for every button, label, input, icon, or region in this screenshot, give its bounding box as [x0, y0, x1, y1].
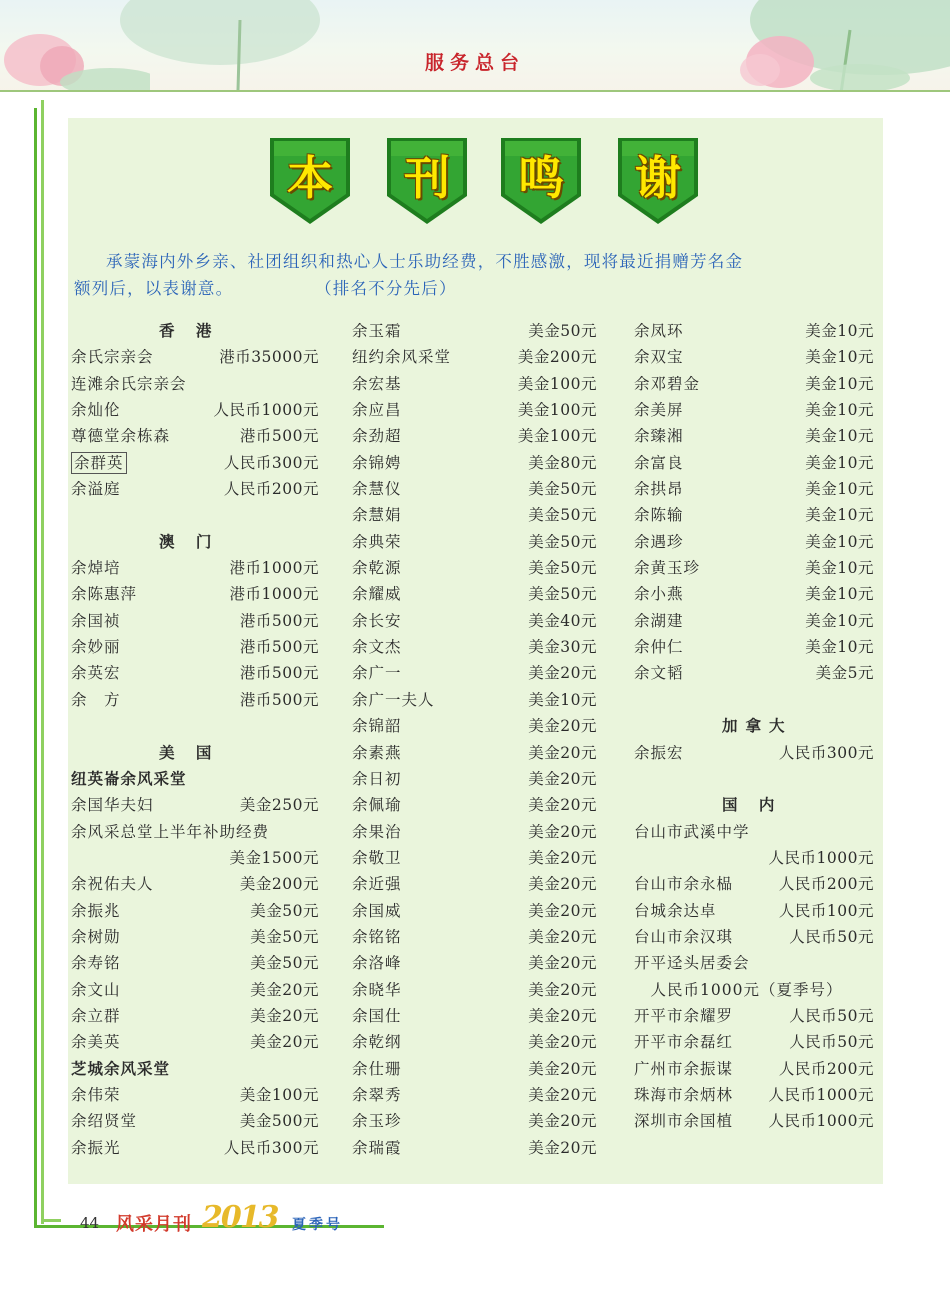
donation-amount: 人民币200元: [778, 875, 874, 894]
donor-name: 余玉霜: [352, 322, 402, 340]
donor-entry: [352, 581, 597, 607]
donor-entry: [71, 555, 319, 581]
donation-amount: 人民币200元: [778, 1059, 874, 1078]
donor-entry: [71, 871, 319, 897]
donor-entry: [634, 450, 874, 476]
donor-entry: [352, 660, 597, 686]
donation-amount: 美金50元: [250, 901, 319, 920]
donor-name: 纽约余风采堂: [352, 348, 452, 367]
donation-amount: 美金10元: [805, 532, 874, 551]
donor-entry: [634, 423, 874, 449]
donation-amount: 美金10元: [805, 322, 874, 340]
donor-name: 开平市余磊红: [634, 1033, 734, 1052]
donor-entry: [71, 660, 319, 686]
donor-entry: [352, 950, 597, 976]
frame-line: [41, 1219, 61, 1222]
donor-name: 余国威: [352, 901, 402, 920]
donor-entry: [71, 950, 319, 976]
donor-name: 余慧娟: [352, 506, 402, 525]
donor-name: 余佩瑜: [352, 796, 402, 815]
donor-name: 余国祯: [71, 611, 121, 630]
donor-name: 开平迳头居委会: [634, 954, 750, 973]
donor-entry: [71, 397, 319, 423]
region-heading: [634, 792, 874, 818]
donation-amount: 美金80元: [528, 453, 597, 472]
donor-entry: [352, 476, 597, 502]
donation-amount: 美金20元: [528, 664, 597, 683]
donation-amount: 美金50元: [528, 322, 597, 340]
region-heading: [71, 740, 319, 766]
donation-amount: 人民币1000元: [768, 848, 874, 867]
donation-amount: 美金20元: [528, 954, 597, 973]
donation-amount: 美金50元: [528, 559, 597, 578]
title-shield: [266, 136, 354, 226]
donation-amount: 美金50元: [250, 954, 319, 973]
donation-amount: 美金50元: [528, 506, 597, 525]
donor-name: 珠海市余炳林: [634, 1085, 734, 1104]
donor-entry: [71, 634, 319, 660]
intro-line: 承蒙海内外乡亲、社团组织和热心人士乐助经费，不胜感激，现将最近捐赠芳名金: [106, 252, 744, 271]
donor-name: 余氏宗亲会: [71, 348, 154, 367]
donor-entry: [352, 792, 597, 818]
donor-entry: [634, 898, 874, 924]
section-title: 服务总台: [424, 52, 525, 74]
donor-name: 余邓碧金: [634, 374, 701, 393]
donation-amount: 美金20元: [528, 1006, 597, 1025]
donation-amount: 人民币100元: [778, 901, 874, 920]
donor-entry: [634, 344, 874, 370]
donation-amount: 美金20元: [528, 927, 597, 946]
donor-name: 余陈惠萍: [71, 585, 138, 604]
donor-name: 人民币1000元（夏季号）: [634, 980, 843, 999]
donation-amount: 人民币300元: [223, 1138, 319, 1157]
donor-name: 余铭铭: [352, 927, 402, 946]
donor-entry: [352, 687, 597, 713]
donor-name: 连滩余氏宗亲会: [71, 374, 187, 393]
donation-amount: 美金1500元: [229, 848, 319, 867]
donor-name: 开平市余耀罗: [634, 1006, 734, 1025]
donation-amount: 港币1000元: [229, 559, 319, 578]
donor-entry: [634, 555, 874, 581]
donor-name: 余广一夫人: [352, 690, 435, 709]
spacer: [634, 687, 874, 713]
donation-amount: 美金100元: [517, 401, 597, 420]
donation-amount: 美金20元: [528, 1059, 597, 1078]
title-char: 刊: [404, 151, 450, 205]
donation-amount: 美金50元: [250, 927, 319, 946]
donor-entry: [352, 871, 597, 897]
intro-text: [74, 248, 884, 302]
donation-amount: 港币500元: [239, 611, 319, 630]
donation-amount: 美金10元: [805, 480, 874, 499]
donor-column-2: [352, 318, 597, 1161]
intro-line: [74, 275, 884, 302]
donor-name: 余劲超: [352, 427, 402, 446]
donation-amount: 人民币50元: [789, 927, 874, 946]
ranking-note: （排名不分先后）: [323, 279, 457, 298]
donor-name: 纽英崙余风采堂: [71, 769, 187, 788]
donation-amount: 港币35000元: [219, 348, 319, 367]
donor-entry: [352, 423, 597, 449]
donation-amount: 港币500元: [239, 427, 319, 446]
donation-amount: 美金10元: [805, 559, 874, 578]
donor-entry: [352, 555, 597, 581]
donor-name: 余仕珊: [352, 1059, 402, 1078]
donor-entry: [352, 397, 597, 423]
donor-name: 余美英: [71, 1033, 121, 1052]
donor-name: 余英宏: [71, 664, 121, 683]
donor-name: 余振宏: [634, 743, 684, 762]
donor-column-1: [71, 318, 319, 1161]
donor-name: 余双宝: [634, 348, 684, 367]
issue-year: 2013: [202, 1200, 278, 1235]
donation-amount: 港币500元: [239, 638, 319, 657]
donor-entry: [634, 819, 874, 845]
donor-name: 余瑞霞: [352, 1138, 402, 1157]
donation-amount: 美金5元: [815, 664, 874, 683]
donor-entry: [71, 450, 319, 476]
donor-name: 余小燕: [634, 585, 684, 604]
lotus-leaf-decoration: [120, 0, 320, 90]
donor-name: 芝城余风采堂: [71, 1059, 171, 1078]
donation-amount: 美金10元: [805, 638, 874, 657]
donation-amount: 美金40元: [528, 611, 597, 630]
title-shield: [383, 136, 471, 226]
donor-entry: [71, 423, 319, 449]
donation-amount: 美金10元: [805, 374, 874, 393]
donation-amount: 人民币200元: [223, 480, 319, 499]
donor-name: 余振兆: [71, 901, 121, 920]
donor-entry: [352, 766, 597, 792]
donation-amount: 美金10元: [805, 427, 874, 446]
issue-season: 夏季号: [292, 1217, 343, 1233]
donor-name: 余妙丽: [71, 638, 121, 657]
donation-amount: 美金250元: [239, 796, 319, 815]
donor-name: 余晓华: [352, 980, 402, 999]
donor-name: 香 港: [159, 322, 220, 340]
donation-amount: 人民币300元: [223, 453, 319, 472]
donor-entry: [634, 1108, 874, 1134]
donation-amount: 美金20元: [528, 1085, 597, 1104]
donor-name: 余文韬: [634, 664, 684, 683]
donor-entry: [352, 1135, 597, 1161]
donation-amount: 美金20元: [250, 1033, 319, 1052]
donor-entry: [634, 634, 874, 660]
donor-entry: [634, 977, 874, 1003]
donor-name: 尊德堂余栋森: [71, 427, 171, 446]
donor-entry: [71, 1135, 319, 1161]
donation-amount: 美金10元: [805, 401, 874, 420]
donor-name: 余宏基: [352, 374, 402, 393]
donor-name: 深圳市余国植: [634, 1112, 734, 1131]
donation-amount: 人民币1000元: [768, 1112, 874, 1131]
region-heading: [71, 318, 319, 344]
donation-amount: 美金20元: [250, 980, 319, 999]
donor-name: 余黄玉珍: [634, 559, 701, 578]
donor-name: 余乾纲: [352, 1033, 402, 1052]
donor-name: 余典荣: [352, 532, 402, 551]
organization-heading: [71, 766, 319, 792]
donor-name: 余焯培: [71, 559, 121, 578]
donation-amount: 美金20元: [528, 875, 597, 894]
donor-name: 余富良: [634, 453, 684, 472]
donor-name: 余果治: [352, 822, 402, 841]
donor-name: 余湖建: [634, 611, 684, 630]
donation-amount: 美金500元: [239, 1112, 319, 1131]
donation-amount: 美金100元: [517, 427, 597, 446]
donor-entry: [71, 1003, 319, 1029]
donation-amount: 港币500元: [239, 690, 319, 709]
donor-entry: [634, 371, 874, 397]
donor-name: 余振光: [71, 1138, 121, 1157]
donor-name: 余寿铭: [71, 954, 121, 973]
donor-name: 余伟荣: [71, 1085, 121, 1104]
donor-entry: [634, 950, 874, 976]
donor-name: 余遇珍: [634, 532, 684, 551]
donor-name: 余近强: [352, 875, 402, 894]
donation-amount: 人民币1000元: [768, 1085, 874, 1104]
donation-amount: 美金10元: [805, 585, 874, 604]
donor-entry: [634, 318, 874, 344]
donor-entry: [71, 476, 319, 502]
donor-name: 余乾源: [352, 559, 402, 578]
donor-entry: [71, 371, 319, 397]
donor-name: 余树勋: [71, 927, 121, 946]
title-char: 本: [287, 151, 333, 205]
donation-amount: 港币1000元: [229, 585, 319, 604]
donor-entry: [634, 502, 874, 528]
donor-name: 澳 门: [159, 532, 220, 551]
donor-name: 余长安: [352, 611, 402, 630]
donor-entry: [71, 845, 319, 871]
donor-name: 余拱昂: [634, 480, 684, 499]
donation-amount: 人民币300元: [778, 743, 874, 762]
spacer: [71, 713, 319, 739]
donor-name: 余风采总堂上半年补助经费: [71, 822, 270, 841]
donor-entry: [352, 713, 597, 739]
donation-amount: 美金20元: [250, 1006, 319, 1025]
donor-name: 余敬卫: [352, 848, 402, 867]
title-shield: [497, 136, 585, 226]
donor-entry: [634, 660, 874, 686]
donor-entry: [634, 608, 874, 634]
donor-entry: [634, 476, 874, 502]
donor-entry: [352, 1003, 597, 1029]
donor-name: 余绍贤堂: [71, 1112, 138, 1131]
donor-name: 余翠秀: [352, 1085, 402, 1104]
donor-entry: [634, 1029, 874, 1055]
donor-entry: [71, 344, 319, 370]
region-heading: [71, 529, 319, 555]
donor-name: 国 内: [722, 796, 783, 815]
donation-amount: 美金20元: [528, 1138, 597, 1157]
donation-amount: 美金50元: [528, 585, 597, 604]
intro-line-end: 额列后，以表谢意。: [74, 279, 234, 298]
donor-entry: [71, 819, 319, 845]
donor-entry: [352, 371, 597, 397]
donor-name: 余国仕: [352, 1006, 402, 1025]
donor-entry: [634, 845, 874, 871]
donor-name: 余国华夫妇: [71, 796, 154, 815]
donor-name: 台山市余汉琪: [634, 927, 734, 946]
donation-amount: 美金100元: [239, 1085, 319, 1104]
donor-entry: [71, 1029, 319, 1055]
donor-entry: [352, 608, 597, 634]
donation-amount: 美金100元: [517, 374, 597, 393]
donor-entry: [352, 898, 597, 924]
donor-entry: [352, 529, 597, 555]
donation-amount: 美金10元: [805, 348, 874, 367]
donor-name: 余美屏: [634, 401, 684, 420]
donor-name: 余慧仪: [352, 480, 402, 499]
donation-amount: 港币500元: [239, 664, 319, 683]
donor-entry: [634, 1056, 874, 1082]
donor-name: 余灿伦: [71, 401, 121, 420]
donor-entry: [352, 845, 597, 871]
donation-amount: 美金20元: [528, 1033, 597, 1052]
donation-amount: 美金20元: [528, 769, 597, 788]
donor-name: 加拿大: [722, 717, 793, 736]
donor-name: 余仲仁: [634, 638, 684, 657]
donor-entry: [352, 344, 597, 370]
donor-name: 广州市余振谋: [634, 1059, 734, 1078]
frame-line: [41, 100, 44, 1224]
donor-name: 余广一: [352, 664, 402, 683]
donor-name: 余 方: [71, 690, 121, 709]
donor-name: 余臻湘: [634, 427, 684, 446]
donation-amount: 美金20元: [528, 822, 597, 841]
title-char: 鸣: [518, 151, 564, 205]
donor-entry: [352, 318, 597, 344]
frame-line: [34, 108, 37, 1228]
donor-name: 美 国: [159, 743, 220, 762]
donor-entry: [352, 634, 597, 660]
donor-entry: [352, 1029, 597, 1055]
donor-name: 余文山: [71, 980, 121, 999]
donor-name: 余群英: [71, 452, 127, 474]
donor-entry: [634, 529, 874, 555]
magazine-name: 风采月刊: [116, 1214, 192, 1235]
donor-entry: [71, 687, 319, 713]
donation-amount: 美金10元: [805, 453, 874, 472]
donor-entry: [352, 977, 597, 1003]
donor-entry: [634, 1003, 874, 1029]
donor-name: 余应昌: [352, 401, 402, 420]
donor-entry: [352, 450, 597, 476]
donor-entry: [71, 581, 319, 607]
donor-entry: [352, 924, 597, 950]
donation-amount: 美金20元: [528, 980, 597, 999]
donor-name: 余锦娉: [352, 453, 402, 472]
donation-amount: 美金20元: [528, 796, 597, 815]
page-number: 44: [80, 1214, 100, 1232]
donation-amount: 美金30元: [528, 638, 597, 657]
donation-amount: 人民币1000元: [213, 401, 319, 420]
donor-entry: [352, 1056, 597, 1082]
donor-entry: [71, 792, 319, 818]
donor-entry: [634, 740, 874, 766]
donor-name: 余立群: [71, 1006, 121, 1025]
donor-entry: [634, 871, 874, 897]
donor-entry: [71, 1082, 319, 1108]
donor-entry: [352, 1082, 597, 1108]
donor-name: 台山市武溪中学: [634, 822, 750, 841]
donor-name: 余耀威: [352, 585, 402, 604]
donation-amount: 美金10元: [805, 506, 874, 525]
donation-amount: 美金20元: [528, 743, 597, 762]
donor-name: 余文杰: [352, 638, 402, 657]
donor-entry: [352, 1108, 597, 1134]
region-heading: [634, 713, 874, 739]
donor-entry: [71, 608, 319, 634]
donation-amount: 美金10元: [528, 690, 597, 709]
donor-name: 余锦韶: [352, 717, 402, 736]
donor-name: 余溢庭: [71, 480, 121, 499]
donor-column-3: [634, 318, 874, 1135]
donation-amount: 美金10元: [805, 611, 874, 630]
spacer: [71, 502, 319, 528]
donation-amount: 美金50元: [528, 532, 597, 551]
header-banner: [0, 0, 950, 92]
donor-entry: [352, 502, 597, 528]
donor-entry: [634, 1082, 874, 1108]
header-divider: [0, 90, 950, 92]
donation-amount: 美金20元: [528, 901, 597, 920]
organization-heading: [71, 1056, 319, 1082]
donation-amount: 美金200元: [239, 875, 319, 894]
donor-entry: [71, 898, 319, 924]
donor-entry: [634, 581, 874, 607]
spacer: [634, 766, 874, 792]
donor-name: 台山市余永榀: [634, 875, 734, 894]
donation-amount: 人民币50元: [789, 1033, 874, 1052]
donation-amount: 人民币50元: [789, 1006, 874, 1025]
donor-name: 余日初: [352, 769, 402, 788]
donor-name: 余素燕: [352, 743, 402, 762]
donor-name: 余洛峰: [352, 954, 402, 973]
donor-name: 余陈输: [634, 506, 684, 525]
donor-name: 余祝佑夫人: [71, 875, 154, 894]
donation-amount: 美金20元: [528, 1112, 597, 1131]
donation-amount: 美金20元: [528, 717, 597, 736]
title-shield: [614, 136, 702, 226]
donor-entry: [352, 740, 597, 766]
donor-name: 余玉珍: [352, 1112, 402, 1131]
donor-name: 余凤环: [634, 322, 684, 340]
donor-entry: [634, 924, 874, 950]
donor-entry: [71, 924, 319, 950]
donor-entry: [352, 819, 597, 845]
donor-entry: [634, 397, 874, 423]
donation-amount: 美金200元: [517, 348, 597, 367]
title-char: 谢: [635, 151, 681, 205]
donation-amount: 美金20元: [528, 848, 597, 867]
donor-name: 台城余达卓: [634, 901, 717, 920]
donor-entry: [71, 977, 319, 1003]
donation-amount: 美金50元: [528, 480, 597, 499]
donor-entry: [71, 1108, 319, 1134]
